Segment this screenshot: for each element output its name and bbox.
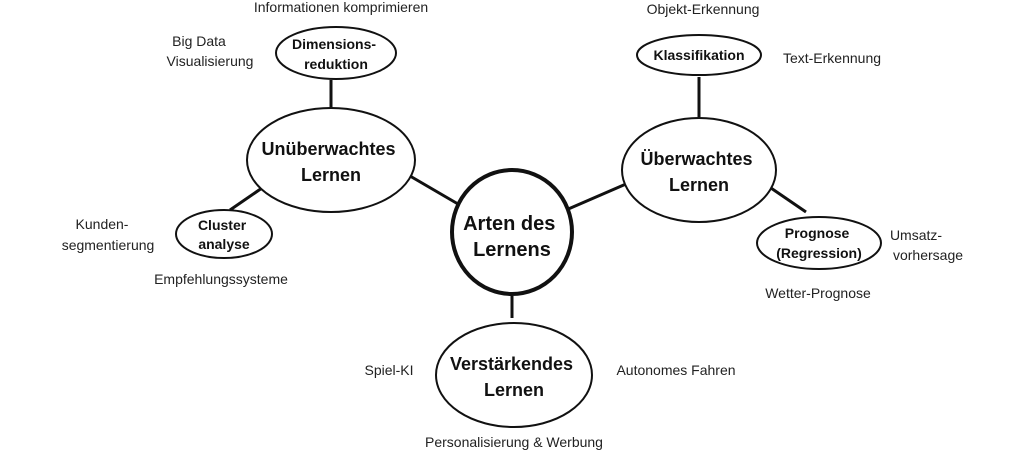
example-recommendation-systems: Empfehlungssysteme (154, 271, 288, 287)
node-cluster-analysis-line-1: Cluster (197, 217, 247, 233)
node-unsupervised-learning-line-2: Lernen (300, 165, 362, 185)
edge-center-supervised (566, 184, 626, 210)
node-regression-line-1: Prognose (784, 225, 850, 241)
node-dimension-reduction (276, 27, 396, 79)
node-reinforcement-learning-line-2: Lernen (483, 380, 545, 400)
node-unsupervised-learning (247, 108, 415, 212)
node-reinforcement-learning-shape (436, 323, 592, 427)
node-reinforcement-learning (436, 323, 592, 427)
node-cluster-analysis-line-2: analyse (198, 236, 250, 252)
edge-center-unsupervised (410, 176, 458, 204)
example-autonomous-driving: Autonomes Fahren (616, 362, 736, 378)
example-sales-forecast-line-1: Umsatz- (889, 227, 943, 243)
example-compress-information: Informationen komprimieren (253, 0, 429, 15)
node-types-of-learning-line-1: Arten des (463, 213, 556, 235)
node-regression-line-2: (Regression) (776, 245, 862, 261)
node-dimension-reduction-line-1: Dimensions- (292, 36, 377, 52)
node-types-of-learning (452, 170, 572, 294)
example-personalization-advertising: Personalisierung & Werbung (425, 434, 603, 450)
edge-supervised-regression (768, 186, 806, 212)
example-object-recognition: Objekt-Erkennung (646, 1, 760, 17)
node-unsupervised-learning-line-1: Unüberwachtes (261, 139, 396, 159)
node-types-of-learning-line-2: Lernens (473, 239, 551, 261)
node-supervised-learning-line-2: Lernen (668, 175, 730, 195)
node-cluster-analysis (176, 210, 272, 258)
node-classification (637, 35, 761, 75)
edge-unsupervised-clustering (230, 188, 262, 210)
node-unsupervised-learning-shape (247, 108, 415, 212)
node-regression (757, 217, 881, 269)
node-dimension-reduction-line-2: reduktion (304, 56, 368, 72)
example-big-data-line-1: Big Data (172, 33, 226, 49)
node-classification-label (653, 47, 744, 63)
example-sales-forecast-line-2: vorhersage (892, 247, 964, 263)
example-weather-forecast: Wetter-Prognose (765, 285, 871, 301)
node-supervised-learning-shape (622, 118, 776, 222)
example-customer-segmentation-line-2: segmentierung (61, 237, 155, 253)
example-big-data-line-2: Visualisierung (166, 53, 254, 69)
example-text-recognition: Text-Erkennung (782, 50, 882, 66)
node-reinforcement-learning-line-1: Verstärkendes (449, 354, 574, 374)
example-game-ai: Spiel-KI (364, 362, 414, 378)
node-classification-line-1: Klassifikation (653, 47, 745, 63)
example-customer-segmentation-line-1: Kunden- (75, 216, 129, 232)
node-supervised-learning (622, 118, 776, 222)
node-supervised-learning-line-1: Überwachtes (640, 149, 753, 169)
